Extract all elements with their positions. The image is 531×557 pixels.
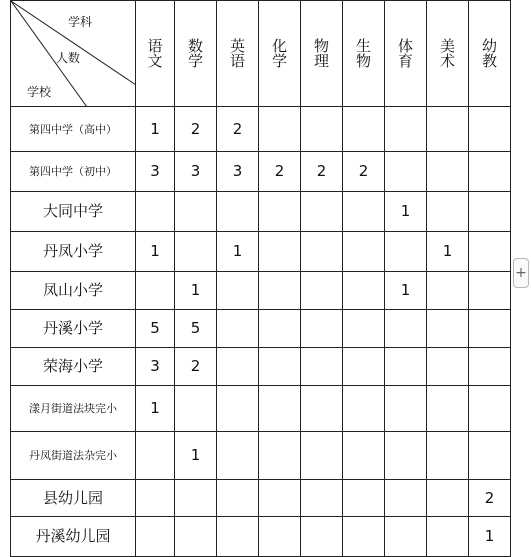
count-cell: 1 (136, 386, 175, 432)
count-cell (385, 348, 427, 386)
subject-header-pe (385, 1, 427, 107)
count-cell: 3 (136, 348, 175, 386)
count-cell (385, 310, 427, 348)
count-cell (385, 232, 427, 272)
school-name-cell: 第四中学（高中） (11, 107, 136, 152)
count-cell: 1 (469, 517, 511, 557)
count-cell (301, 107, 343, 152)
count-cell (301, 480, 343, 517)
count-cell (427, 152, 469, 192)
count-cell (469, 386, 511, 432)
school-name-cell: 大同中学 (11, 192, 136, 232)
count-cell: 1 (217, 232, 259, 272)
subject-char: 语 (229, 51, 245, 70)
add-column-button[interactable]: + (513, 258, 529, 288)
school-name-cell: 丹溪幼儿园 (11, 517, 136, 557)
school-name-cell: 丹凤街道法杂完小 (11, 432, 136, 480)
count-cell: 3 (136, 152, 175, 192)
subject-char: 文 (147, 51, 163, 70)
count-cell (175, 386, 217, 432)
count-cell: 5 (175, 310, 217, 348)
count-cell: 3 (175, 152, 217, 192)
count-cell (301, 272, 343, 310)
count-cell (136, 272, 175, 310)
school-name-cell: 第四中学（初中） (11, 152, 136, 192)
corner-label-count: 人数 (56, 51, 81, 65)
subject-char: 体 (397, 36, 413, 55)
count-cell (343, 432, 385, 480)
subject-header-art (427, 1, 469, 107)
school-name-cell: 凤山小学 (11, 272, 136, 310)
subject-char: 美 (439, 36, 455, 55)
table-row (11, 107, 511, 152)
table-row (11, 480, 511, 517)
count-cell (427, 480, 469, 517)
count-cell (301, 348, 343, 386)
table-row (11, 348, 511, 386)
count-cell (217, 432, 259, 480)
subject-header-math (175, 1, 217, 107)
subject-char: 理 (313, 51, 329, 70)
subject-char: 语 (147, 36, 163, 55)
count-cell: 5 (136, 310, 175, 348)
count-cell (217, 348, 259, 386)
count-cell (136, 192, 175, 232)
count-cell (427, 386, 469, 432)
school-name-cell: 丹凤小学 (11, 232, 136, 272)
count-cell (343, 310, 385, 348)
count-cell (343, 386, 385, 432)
subject-char: 育 (397, 51, 413, 70)
subject-char: 术 (439, 51, 455, 70)
count-cell (175, 480, 217, 517)
subject-header-chinese (136, 1, 175, 107)
subject-char: 生 (355, 36, 371, 55)
count-cell (136, 432, 175, 480)
subject-char: 化 (271, 36, 287, 55)
subject-char: 学 (187, 51, 203, 70)
count-cell (217, 517, 259, 557)
count-cell (301, 310, 343, 348)
school-name-cell: 荣海小学 (11, 348, 136, 386)
count-cell: 3 (217, 152, 259, 192)
count-cell (427, 192, 469, 232)
count-cell (385, 432, 427, 480)
subject-header-english (217, 1, 259, 107)
subject-char: 数 (187, 36, 203, 55)
count-cell (136, 517, 175, 557)
count-cell (175, 232, 217, 272)
subject-header-physics (301, 1, 343, 107)
diagonal-header-cell (11, 1, 136, 107)
count-cell (385, 517, 427, 557)
count-cell (469, 232, 511, 272)
subject-char: 学 (271, 51, 287, 70)
subject-char: 英 (229, 36, 245, 55)
count-cell: 2 (469, 480, 511, 517)
count-cell (343, 517, 385, 557)
count-cell: 1 (175, 272, 217, 310)
count-cell: 1 (136, 232, 175, 272)
table-row (11, 432, 511, 480)
count-cell (343, 232, 385, 272)
count-cell (343, 107, 385, 152)
count-cell (469, 432, 511, 480)
count-cell (217, 480, 259, 517)
count-cell: 1 (175, 432, 217, 480)
count-cell (385, 152, 427, 192)
count-cell: 2 (175, 348, 217, 386)
count-cell: 2 (259, 152, 301, 192)
count-cell (259, 348, 301, 386)
subject-header-chemistry (259, 1, 301, 107)
count-cell (259, 232, 301, 272)
count-cell (343, 480, 385, 517)
school-name-cell: 丹溪小学 (11, 310, 136, 348)
count-cell: 1 (136, 107, 175, 152)
count-cell: 2 (175, 107, 217, 152)
count-cell (469, 348, 511, 386)
count-cell (259, 432, 301, 480)
school-name-cell: 县幼儿园 (11, 480, 136, 517)
school-name-cell: 漾月街道法块完小 (11, 386, 136, 432)
count-cell (301, 517, 343, 557)
count-cell (343, 192, 385, 232)
subject-char: 教 (481, 51, 497, 70)
count-cell (301, 432, 343, 480)
subject-char: 幼 (481, 36, 497, 55)
count-cell (301, 386, 343, 432)
table-row (11, 152, 511, 192)
count-cell: 2 (343, 152, 385, 192)
count-cell (301, 192, 343, 232)
table-row (11, 232, 511, 272)
count-cell (427, 107, 469, 152)
count-cell (385, 386, 427, 432)
subject-header-preschool (469, 1, 511, 107)
table-row (11, 517, 511, 557)
count-cell (469, 310, 511, 348)
count-cell (427, 348, 469, 386)
count-cell (259, 480, 301, 517)
count-cell (259, 192, 301, 232)
count-cell (469, 192, 511, 232)
count-cell (385, 107, 427, 152)
corner-label-subject: 学科 (68, 15, 93, 29)
count-cell (175, 517, 217, 557)
count-cell (427, 310, 469, 348)
count-cell (259, 272, 301, 310)
count-cell (217, 310, 259, 348)
count-cell: 2 (217, 107, 259, 152)
count-cell (259, 517, 301, 557)
count-cell: 2 (301, 152, 343, 192)
header-row (11, 1, 511, 107)
count-cell (217, 272, 259, 310)
count-cell (469, 107, 511, 152)
count-cell (427, 272, 469, 310)
count-cell: 1 (385, 272, 427, 310)
count-cell (469, 272, 511, 310)
count-cell (217, 192, 259, 232)
count-cell (301, 232, 343, 272)
count-cell (469, 152, 511, 192)
count-cell (175, 192, 217, 232)
table-row (11, 386, 511, 432)
table-row (11, 310, 511, 348)
count-cell: 1 (427, 232, 469, 272)
count-cell (259, 107, 301, 152)
count-cell (427, 432, 469, 480)
count-cell (136, 480, 175, 517)
count-cell (343, 272, 385, 310)
count-cell: 1 (385, 192, 427, 232)
subject-char: 物 (355, 51, 371, 70)
subject-header-biology (343, 1, 385, 107)
count-cell (217, 386, 259, 432)
corner-label-school: 学校 (27, 85, 52, 99)
count-cell (259, 386, 301, 432)
subject-char: 物 (313, 36, 329, 55)
table-row (11, 272, 511, 310)
count-cell (427, 517, 469, 557)
staffing-table (10, 0, 511, 557)
count-cell (259, 310, 301, 348)
table-row (11, 192, 511, 232)
count-cell (343, 348, 385, 386)
count-cell (385, 480, 427, 517)
